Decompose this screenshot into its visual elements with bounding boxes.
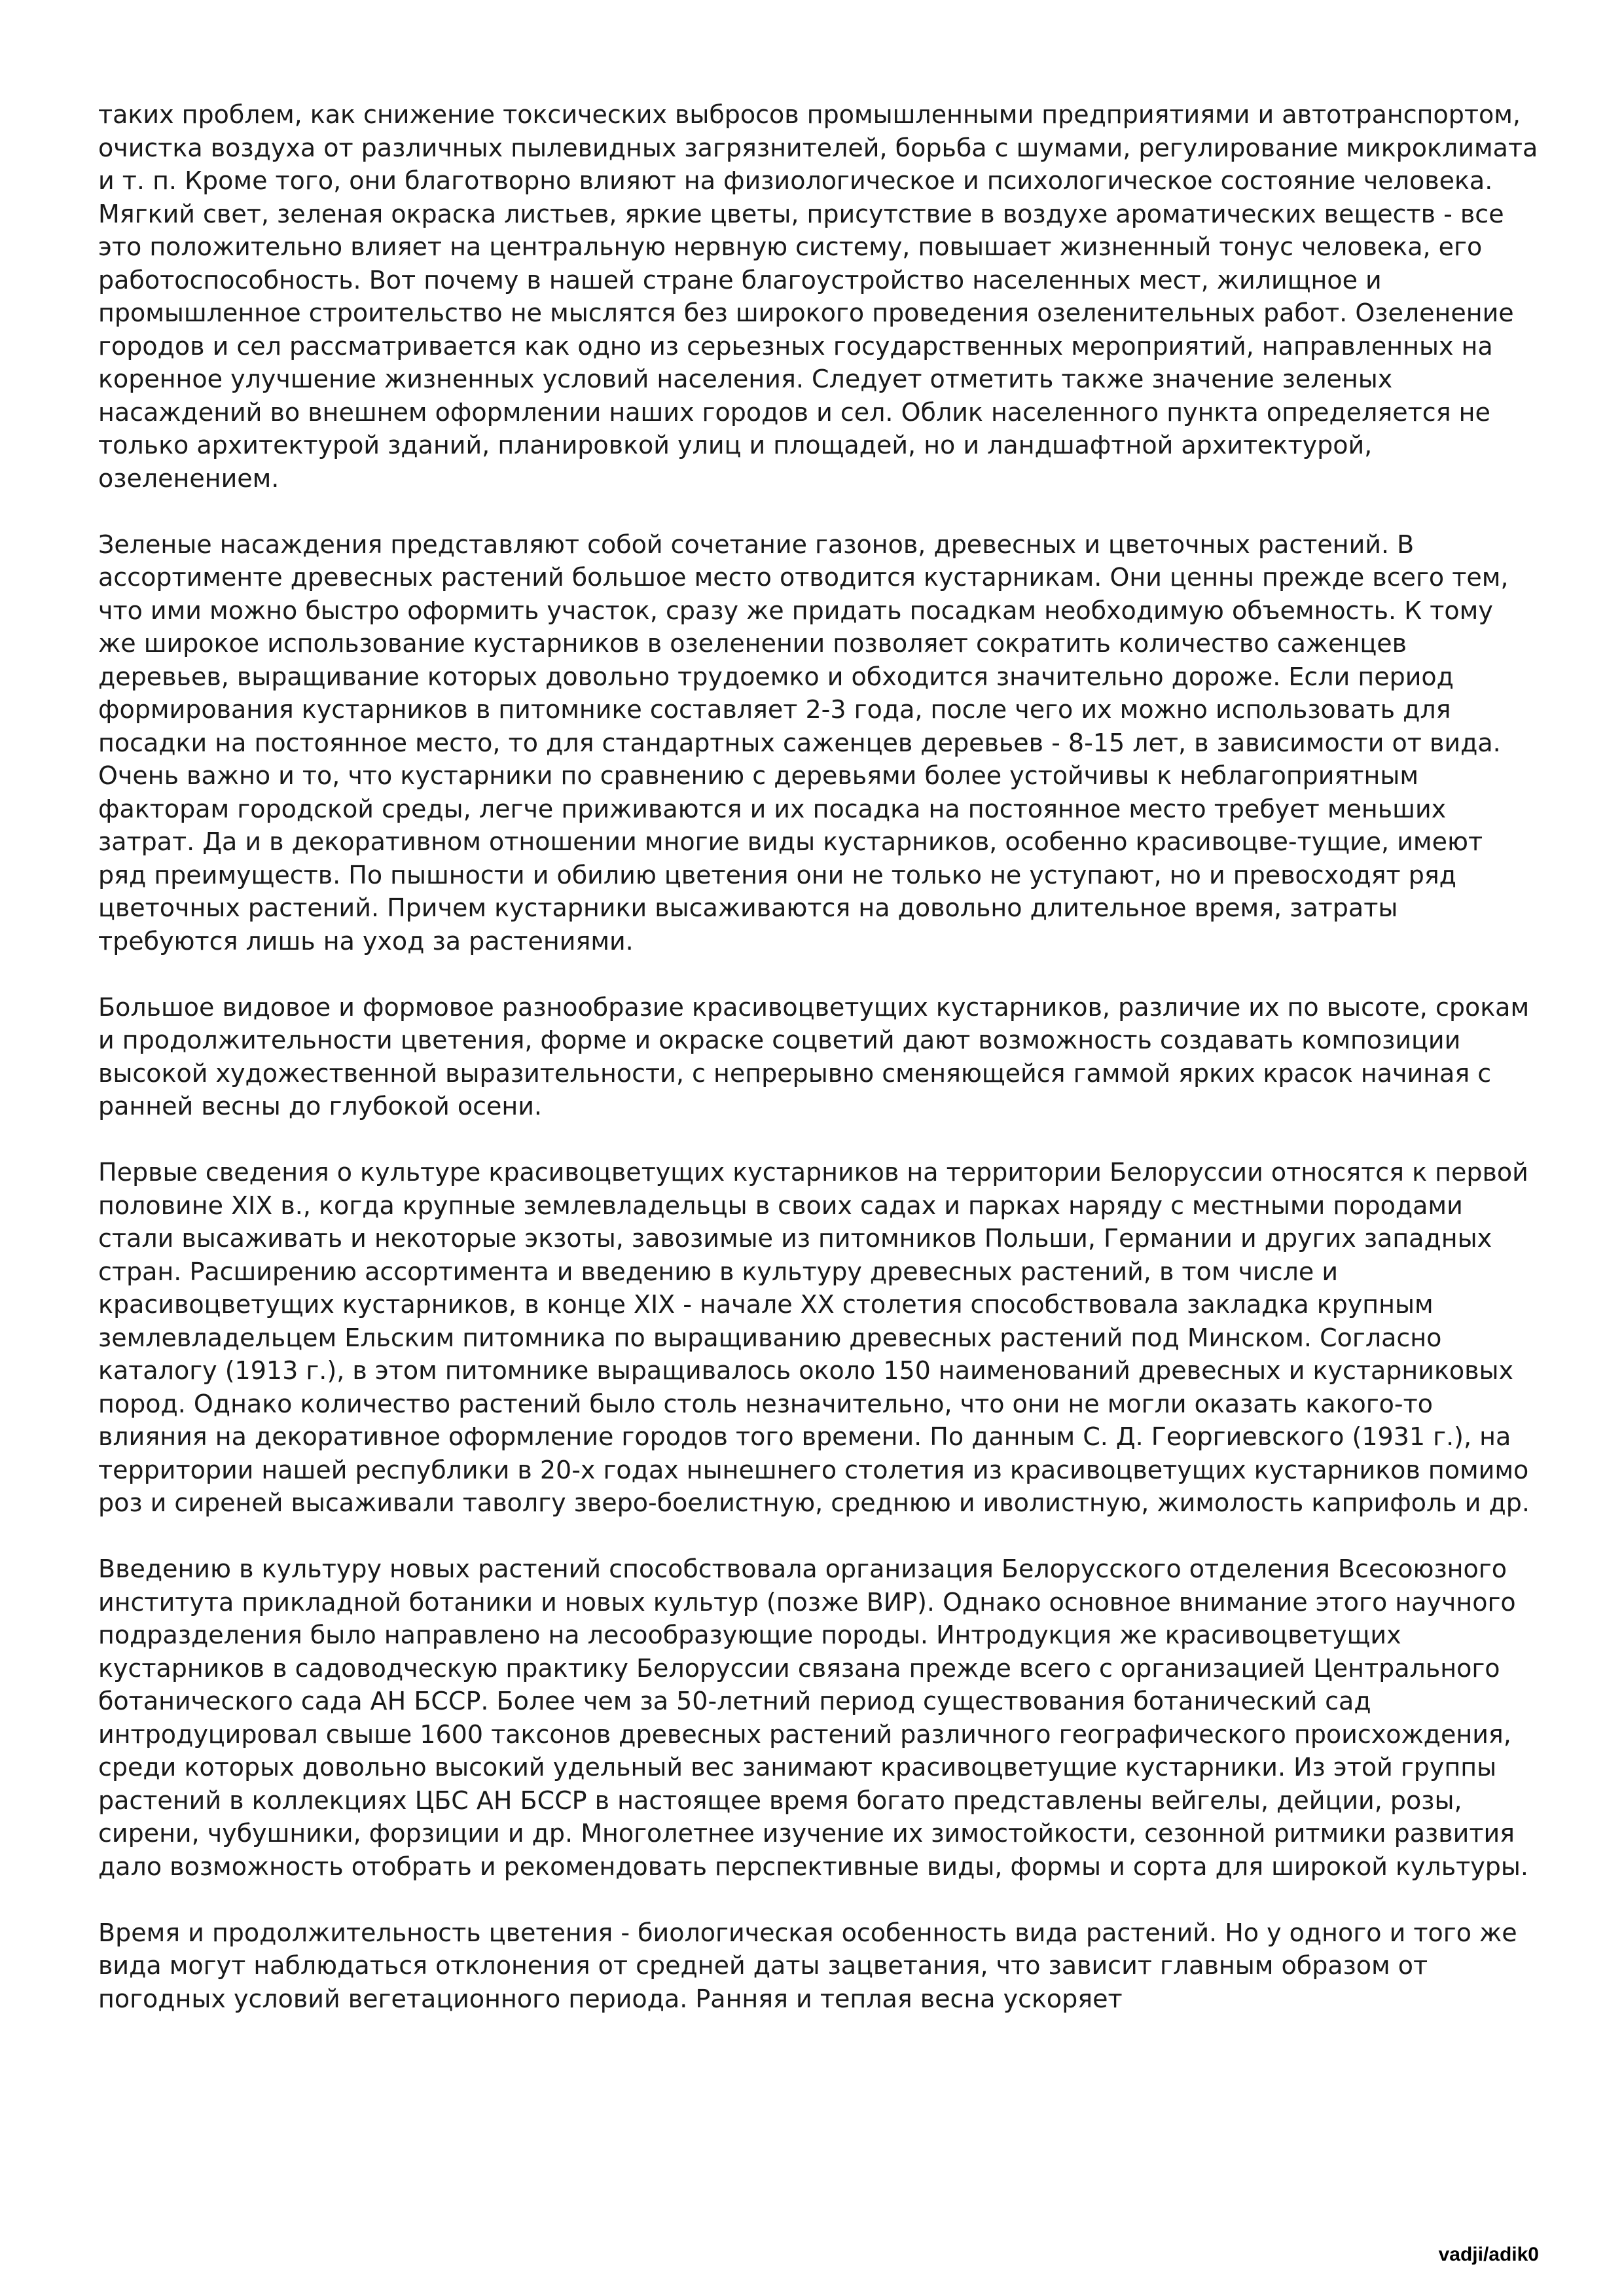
paragraph: таких проблем, как снижение токсических выбросов промышленными предприятиями и автотранспортом, очистка воздуха от различных пылевидных загрязнителей, борьба с шумами, регулирование микроклимата и т. п. Кроме того, они благотворно влияют на физиологическое и психологическое состояние человека. Мягкий свет, зеленая окраска листьев, яркие цветы, присутствие в воздухе ароматических веществ - все это положительно влияет на центральную нервную систему, повышает жизненный тонус человека, его работоспособность. Вот почему в нашей стране благоустройство населенных мест, жилищное и промышленное строительство не мыслятся без широкого проведения озеленительных работ. Озеленение городов и сел рассматривается как одно из серьезных государственных мероприятий, направленных на коренное улучшение жизненных условий населения. Следует отметить также значение зеленых насаждений во внешнем оформлении наших городов и сел. Облик населенного пункта определяется не только архитектурой зданий, планировкой улиц и площадей, но и ландшафтной архитектурой, озеленением. [98, 100, 1538, 493]
paragraph: Большое видовое и формовое разнообразие красивоцветущих кустарников, различие их по высоте, срокам и продолжительности цветения, форме и окраске соцветий дают возможность создавать композиции высокой художественной выразительности, с непрерывно сменяющейся гаммой ярких красок начиная с ранней весны до глубокой осени. [98, 992, 1530, 1121]
paragraph: Зеленые насаждения представляют собой сочетание газонов, древесных и цветочных растений. В ассортименте древесных растений большое место отводится кустарникам. Они ценны прежде всего тем, что ими можно быстро оформить участок, сразу же придать посадкам необходимую объемность. К тому же широкое использование кустарников в озеленении позволяет сократить количество саженцев деревьев, выращивание которых довольно трудоемко и обходится значительно дороже. Если период формирования кустарников в питомнике составляет 2-3 года, после чего их можно использовать для посадки на постоянное место, то для стандартных саженцев деревьев - 8-15 лет, в зависимости от вида. Очень важно и то, что кустарники по сравнению с деревьями более устойчивы к неблагоприятным факторам городской среды, легче приживаются и их посадка на постоянное место требует меньших затрат. Да и в декоративном отношении многие виды кустарников, особенно красивоцве-тущие, имеют ряд преимуществ. По пышности и обилию цветения они не только не уступают, но и превосходят ряд цветочных растений. Причем кустарники высаживаются на довольно длительное время, затраты требуются лишь на уход за растениями. [98, 529, 1509, 956]
footer-credit: vadji/adik0 [1438, 2244, 1539, 2265]
paragraph: Время и продолжительность цветения - биологическая особенность вида растений. Но у одного и того же вида могут наблюдаться отклонения от средней даты зацветания, что зависит главным образом от погодных условий вегетационного периода. Ранняя и теплая весна ускоряет [98, 1918, 1517, 2013]
paragraph: Первые сведения о культуре красивоцветущих кустарников на территории Белоруссии относятся к первой половине XIX в., когда крупные землевладельцы в своих садах и парках наряду с местными породами стали высаживать и некоторые экзоты, завозимые из питомников Польши, Германии и других западных стран. Расширению ассортимента и введению в культуру древесных растений, в том числе и красивоцветущих кустарников, в конце XIX - начале XX столетия способствовала закладка крупным землевладельцем Ельским питомника по выращиванию древесных растений под Минском. Согласно каталогу (1913 г.), в этом питомнике выращивалось около 150 наименований древесных и кустарниковых пород. Однако количество растений было столь незначительно, что они не могли оказать какого-то влияния на декоративное оформление городов того времени. По данным С. Д. Георгиевского (1931 г.), на территории нашей республики в 20-х годах нынешнего столетия из красивоцветущих кустарников помимо роз и сиреней высаживали таволгу зверо-боелистную, среднюю и иволистную, жимолость каприфоль и др. [98, 1158, 1530, 1517]
paragraph: Введению в культуру новых растений способствовала организация Белорусского отделения Всесоюзного института прикладной ботаники и новых культур (позже ВИР). Однако основное внимание этого научного подразделения было направлено на лесообразующие породы. Интродукция же красивоцветущих кустарников в садоводческую практику Белоруссии связана прежде всего с организацией Центрального ботанического сада АН БССР. Более чем за 50-летний период существования ботанический сад интродуцировал свыше 1600 таксонов древесных растений различного географического происхождения, среди которых довольно высокий удельный вес занимают красивоцветущие кустарники. Из этой группы растений в коллекциях ЦБС АН БССР в настоящее время богато представлены вейгелы, дейции, розы, сирени, чубушники, форзиции и др. Многолетнее изучение их зимостойкости, сезонной ритмики развития дало возможность отобрать и рекомендовать перспективные виды, формы и сорта для широкой культуры. [98, 1554, 1528, 1881]
document-body [98, 98, 1538, 2015]
